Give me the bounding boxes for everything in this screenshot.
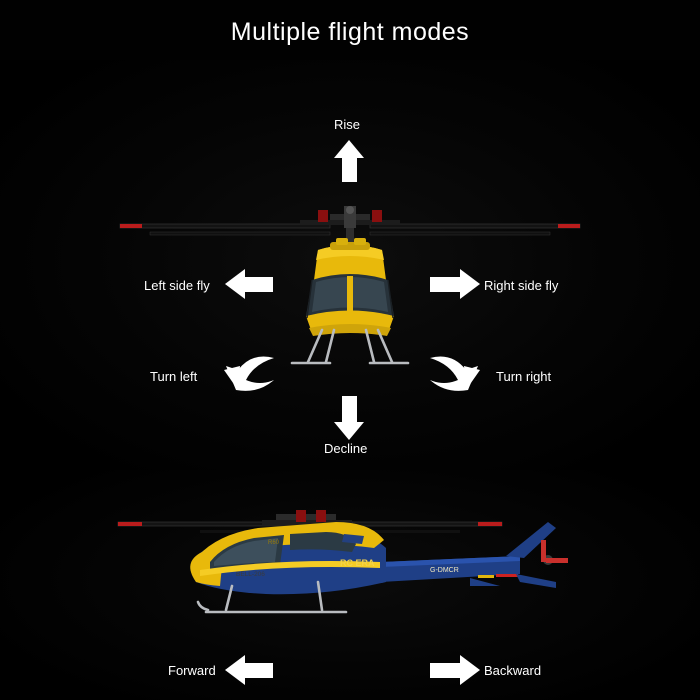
helicopter-front-view [0, 180, 700, 400]
brand-text: RC ERA [340, 558, 375, 568]
helicopter-side-view [0, 490, 700, 660]
arrow-left-icon [225, 269, 275, 300]
tail-boom [380, 556, 520, 582]
arrow-up-icon [334, 140, 365, 184]
label-right-side-fly: Right side fly [484, 278, 559, 293]
tail-boom-hint [346, 298, 354, 332]
label-turn-right: Turn right [496, 369, 552, 384]
label-forward: Forward [168, 663, 216, 678]
curved-arrow-left-icon [218, 352, 276, 394]
tail-registration-text: G-DMCR [430, 567, 459, 574]
arrow-down-icon [334, 396, 365, 440]
label-left-side-fly: Left side fly [144, 278, 210, 293]
curved-arrow-right-icon [428, 352, 486, 394]
label-backward: Backward [484, 663, 542, 678]
arrow-left-icon-forward [225, 655, 275, 686]
nose-model-text: R60 [268, 540, 280, 546]
label-turn-left: Turn left [150, 369, 198, 384]
arrow-right-icon-backward [430, 655, 480, 686]
bell-206-text: BELL-206 [236, 571, 265, 578]
label-rise: Rise [334, 117, 361, 132]
tail-rotor [541, 540, 568, 565]
page-title: Multiple flight modes [230, 18, 470, 46]
arrow-right-icon [430, 269, 480, 300]
label-decline: Decline [324, 441, 368, 456]
landing-skids [292, 330, 408, 363]
